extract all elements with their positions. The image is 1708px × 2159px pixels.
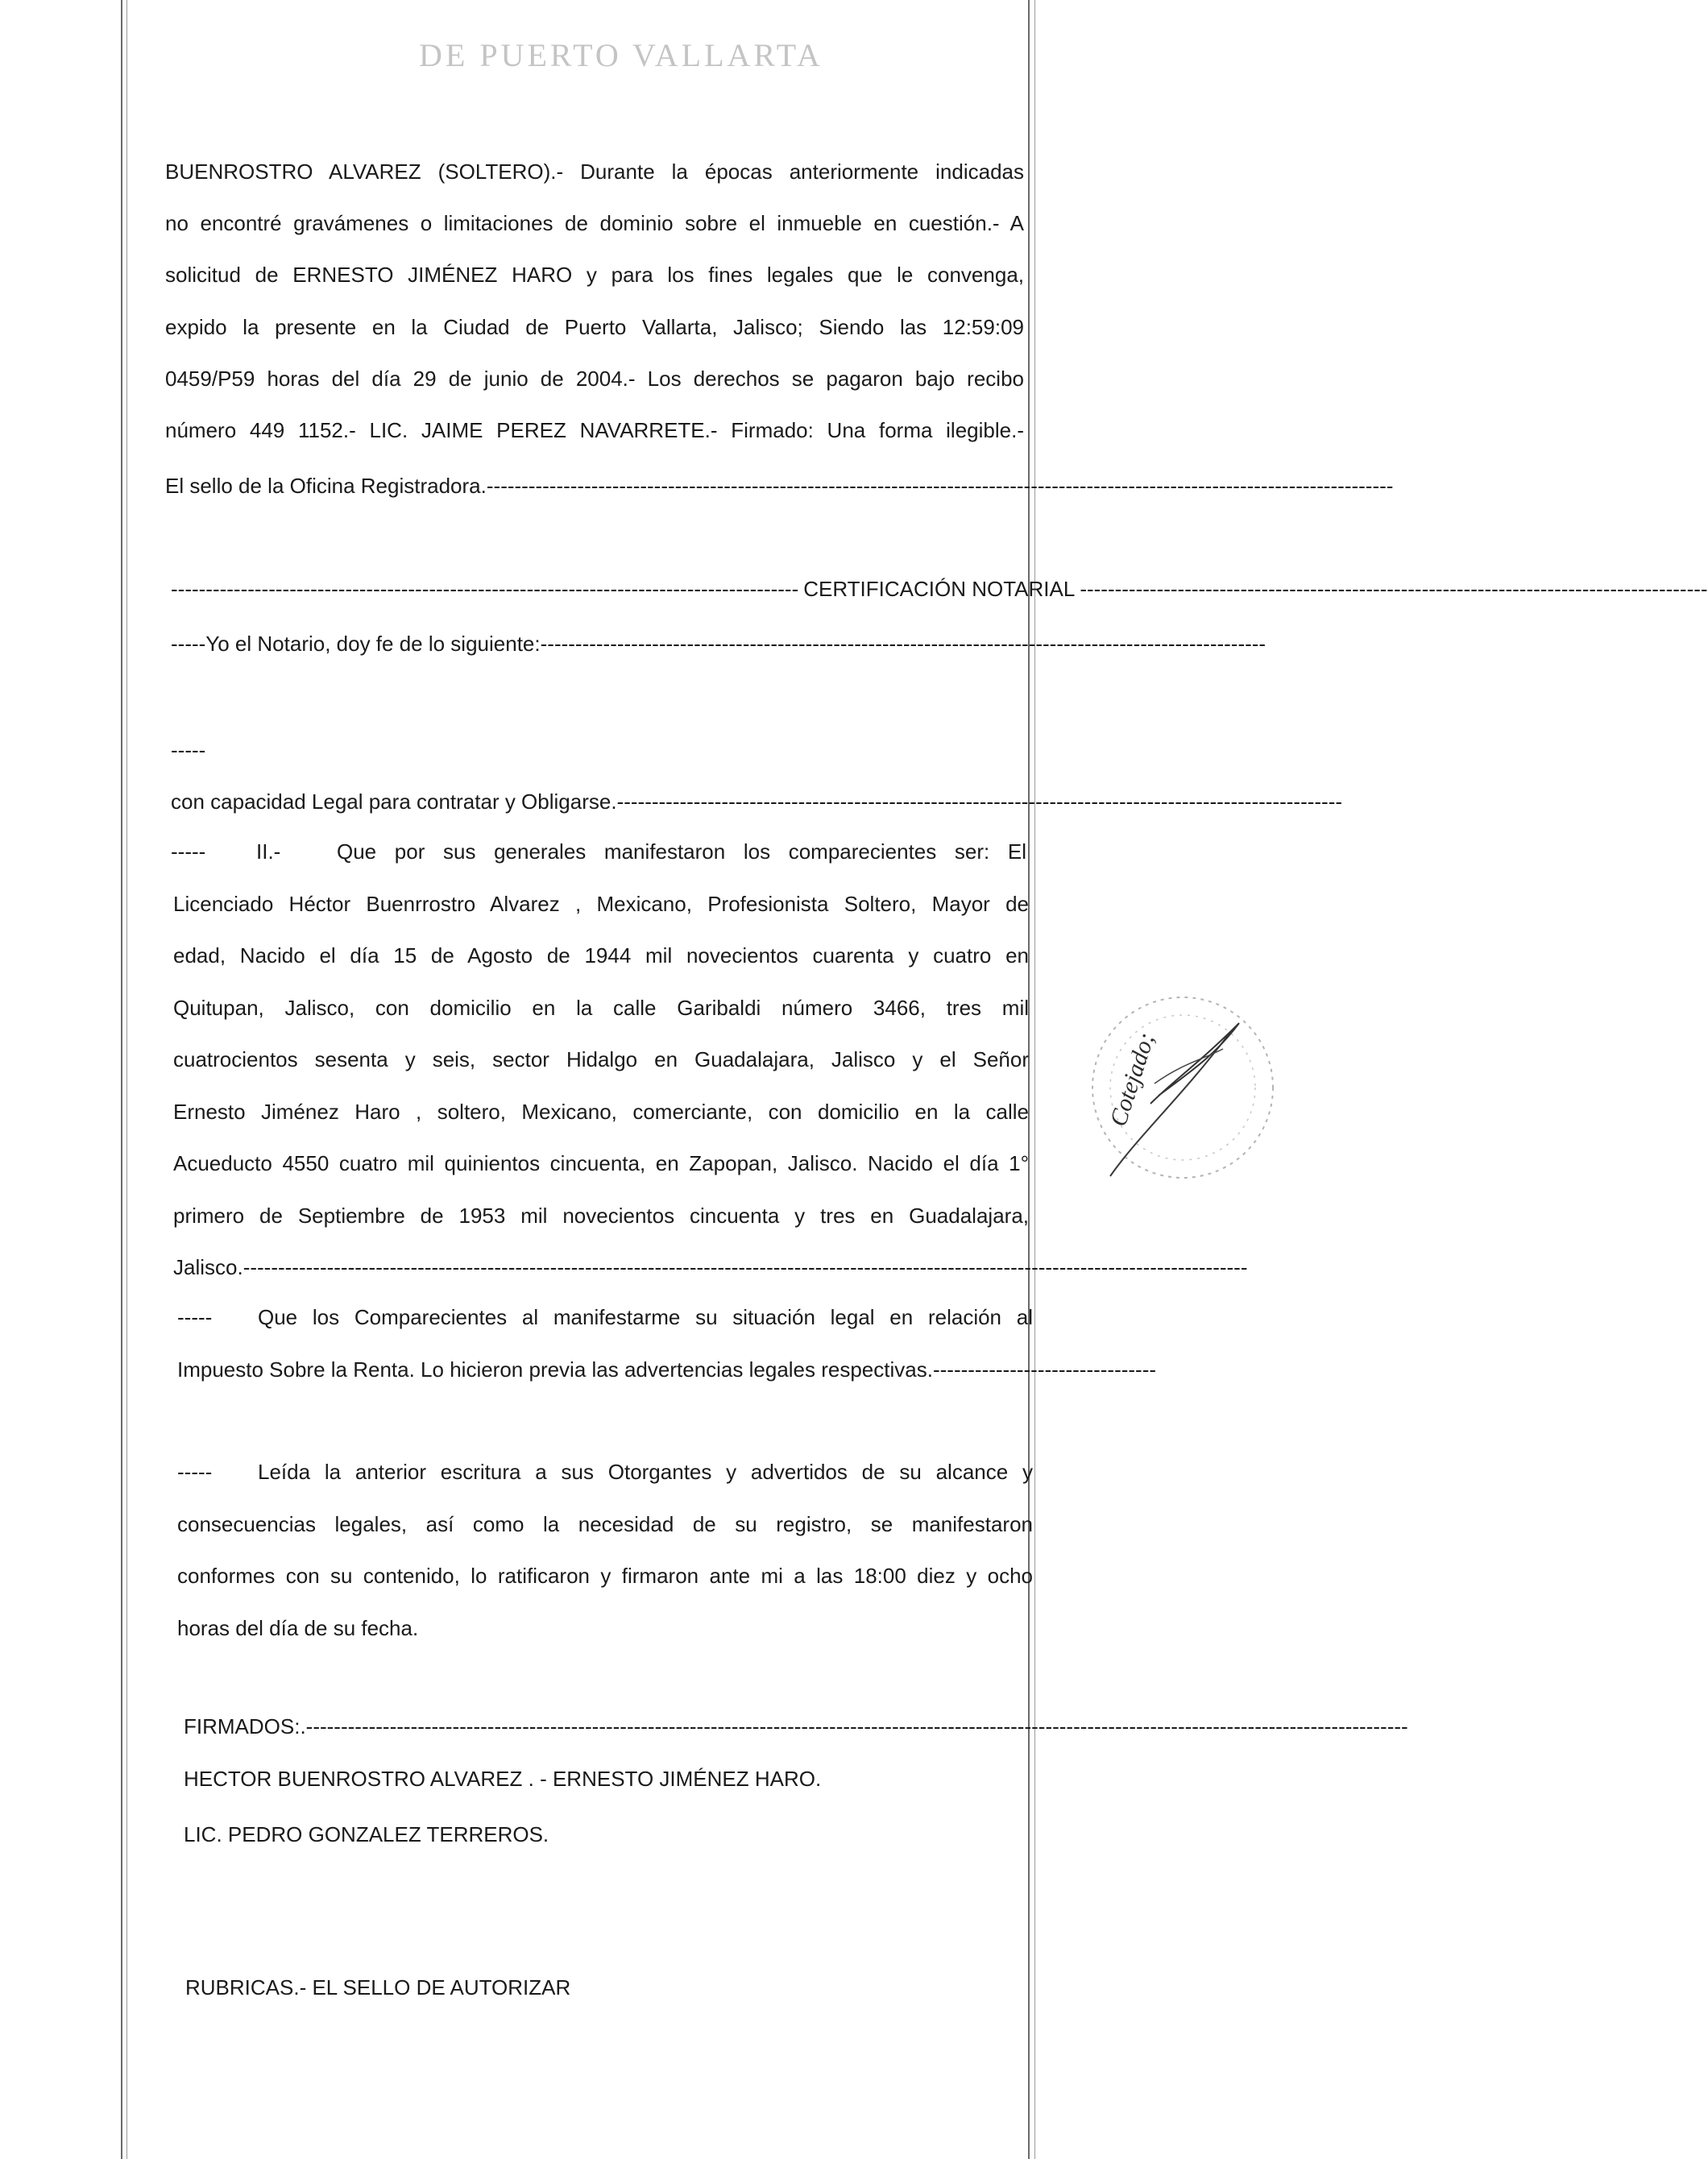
dash-run: -----: [171, 632, 206, 656]
item-line: Ernesto Jiménez Haro , soltero, Mexicano, comerciante, con domicilio en la calle: [173, 1100, 1029, 1124]
paragraph-line: número 449 1152.- LIC. JAIME PEREZ NAVARRETE.- Firmado: Una forma ilegible.-: [165, 418, 1024, 442]
paragraph-line: 0459/P59 horas del día 29 de junio de 2004.- Los derechos se pagaron bajo recibo: [165, 367, 1024, 391]
item-row: [177, 1305, 1033, 1329]
rubricas-line: RUBRICAS.- EL SELLO DE AUTORIZAR: [185, 1975, 571, 1999]
item-line: Acueducto 4550 cuatro mil quinientos cincuenta, en Zapopan, Jalisco. Nacido el día 1°: [173, 1151, 1029, 1175]
dash-run: -----: [171, 738, 206, 762]
item-row: con capacidad Legal para contratar y Obligarse. --------------------------------------------------------------------------------------------------------: [171, 789, 1343, 814]
item-line: horas del día de su fecha.: [177, 1616, 419, 1640]
notary-seal-icon: [1062, 975, 1304, 1216]
left-margin-rule-inner: [126, 0, 127, 2159]
right-margin-rule-inner: [1034, 0, 1035, 2159]
item-line: edad, Nacido el día 15 de Agosto de 1944 mil novecientos cuarenta y cuatro en: [173, 943, 1029, 968]
certification-title-row: ------------------------------------------------------------------------------------------ CERTIFICACIÓN NOTARIAL ------------------------------------------------------------------------------------------: [171, 577, 1708, 601]
firmados-row: FIRMADOS:. --------------------------------------------------------------------------------------------------------------------------------------------------------------: [184, 1714, 1408, 1738]
item-line: conformes con su contenido, lo ratificaron y firmaron ante mi a las 18:00 diez y ocho: [177, 1564, 1033, 1588]
dash-run: -----: [177, 1305, 213, 1329]
item-line: Quitupan, Jalisco, con domicilio en la calle Garibaldi número 3466, tres mil: [173, 996, 1029, 1020]
item-row: Impuesto Sobre la Renta. Lo hicieron previa las advertencias legales respectivas. --------------------------------: [177, 1357, 1157, 1382]
item-line: con capacidad Legal para contratar y Obligarse.: [171, 789, 617, 814]
paragraph-line: expido la presente en la Ciudad de Puerto Vallarta, Jalisco; Siendo las 12:59:09: [165, 315, 1024, 339]
firmados-label: FIRMADOS:.: [184, 1714, 306, 1738]
item-line: Que los Comparecientes al manifestarme su situación legal en relación al: [258, 1305, 1033, 1329]
right-margin-rule: [1028, 0, 1030, 2159]
notario-intro-row: ----- Yo el Notario, doy fe de lo siguiente: --------------------------------------------------------------------------------------------------------: [171, 632, 1266, 656]
item-line: Impuesto Sobre la Renta. Lo hicieron previa las advertencias legales respectivas.: [177, 1357, 933, 1382]
dash-run: -----: [177, 1460, 213, 1484]
item-line: consecuencias legales, así como la necesidad de su registro, se manifestaron: [177, 1512, 1033, 1536]
signatories-line: HECTOR BUENROSTRO ALVAREZ . - ERNESTO JIMÉNEZ HARO.: [184, 1767, 822, 1791]
item-line: Licenciado Héctor Buenrrostro Alvarez , Mexicano, Profesionista Soltero, Mayor de: [173, 892, 1029, 916]
margin-stamp-text: Cotejado;: [1105, 1029, 1160, 1130]
seal-line-text: El sello de la Oficina Registradora.: [165, 474, 487, 498]
signatories-notary: LIC. PEDRO GONZALEZ TERREROS.: [184, 1822, 549, 1846]
item-row: [171, 738, 1026, 762]
item-line: Leída la anterior escritura a sus Otorgantes y advertidos de su alcance y: [258, 1460, 1033, 1484]
bleed-through-header: DE PUERTO VALLARTA: [419, 37, 823, 73]
left-margin-rule: [121, 0, 122, 2159]
certification-title: CERTIFICACIÓN NOTARIAL: [803, 577, 1076, 601]
item-row: [171, 839, 1026, 864]
item-line: cuatrocientos sesenta y seis, sector Hidalgo en Guadalajara, Jalisco y el Señor: [173, 1047, 1029, 1071]
paragraph-line: solicitud de ERNESTO JIMÉNEZ HARO y para los fines legales que le convenga,: [165, 263, 1024, 287]
item-row: [177, 1460, 1033, 1484]
item-line: Que por sus generales manifestaron los comparecientes ser: El: [337, 839, 1026, 864]
item-row: Jalisco. ------------------------------------------------------------------------------------------------------------------------------------------------: [173, 1255, 1248, 1279]
item-number: II.-: [256, 839, 281, 864]
seal-line: El sello de la Oficina Registradora. ----------------------------------------------------------------------------------------------------------------------------------: [165, 474, 1394, 498]
paragraph-line: no encontré gravámenes o limitaciones de dominio sobre el inmueble en cuestión.- A: [165, 211, 1024, 235]
paragraph-line: BUENROSTRO ALVAREZ (SOLTERO).- Durante la épocas anteriormente indicadas: [165, 160, 1024, 184]
item-line: primero de Septiembre de 1953 mil novecientos cincuenta y tres en Guadalajara,: [173, 1204, 1029, 1228]
item-line: Jalisco.: [173, 1255, 243, 1279]
notario-intro: Yo el Notario, doy fe de lo siguiente:: [205, 632, 541, 656]
dash-run: -----: [171, 839, 206, 864]
